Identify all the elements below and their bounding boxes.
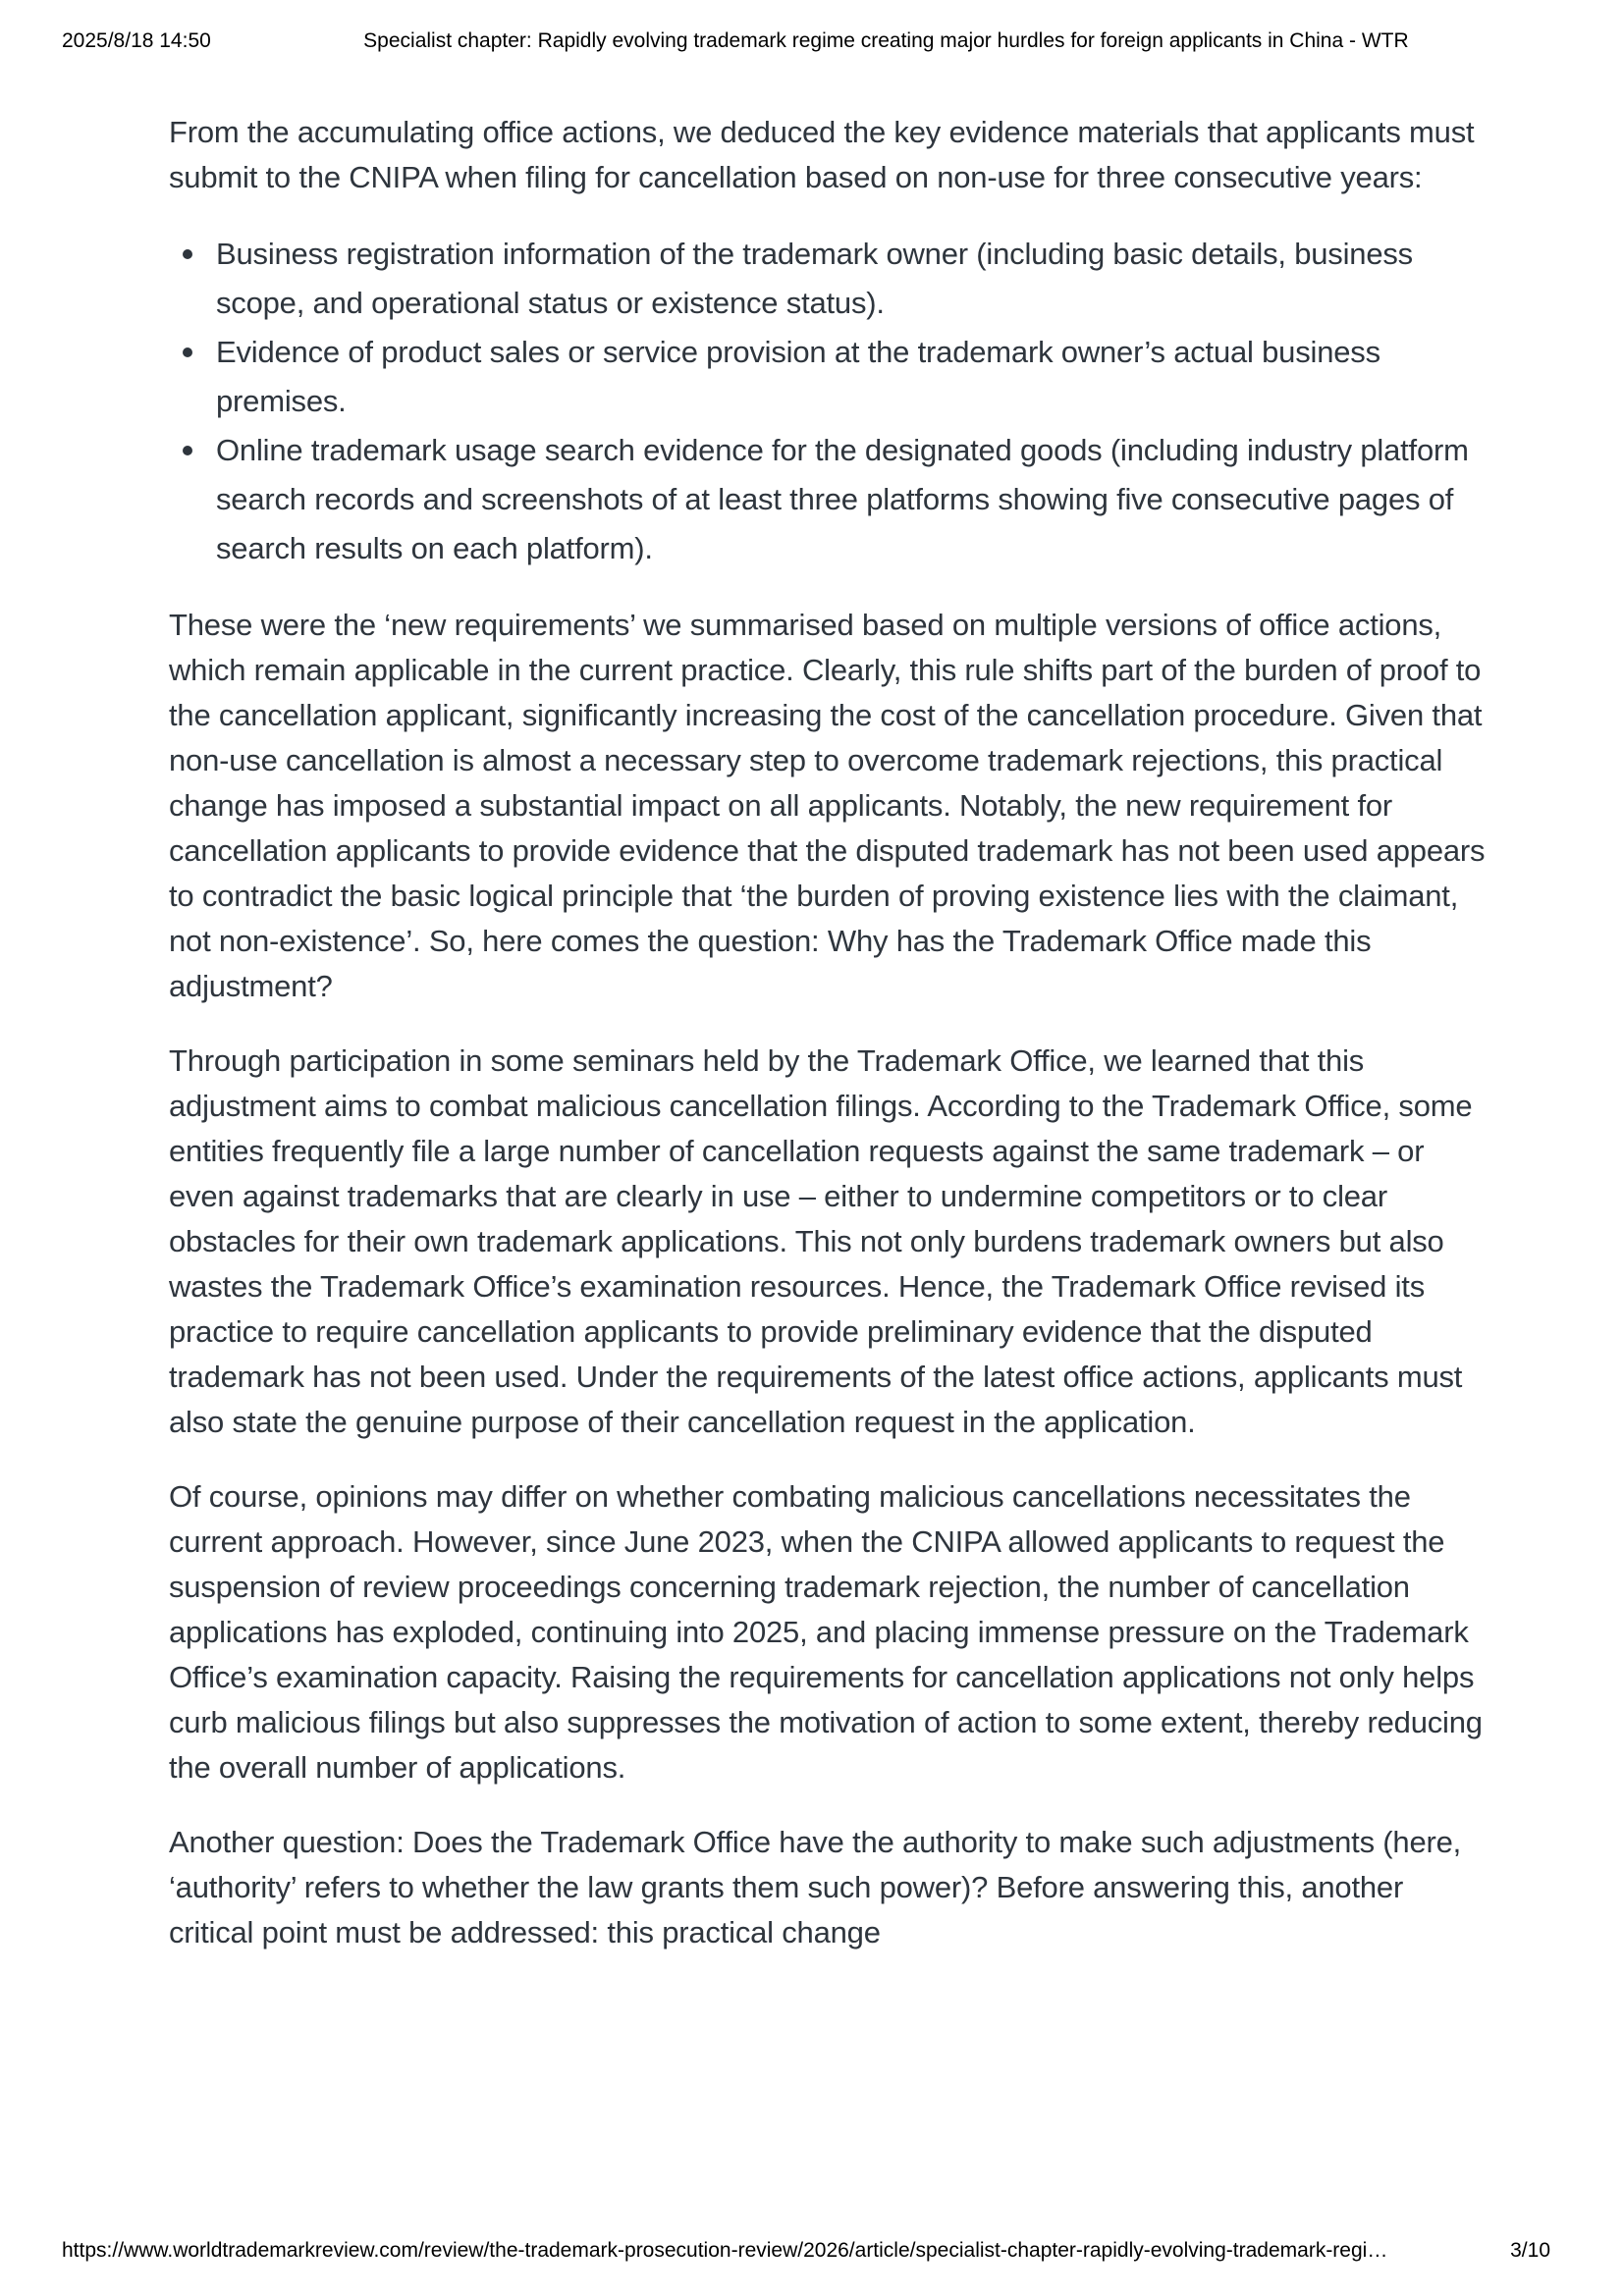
list-item [169, 328, 1492, 426]
bullet-icon [183, 347, 192, 357]
evidence-list [169, 230, 1492, 573]
body-paragraph-3: Of course, opinions may differ on whether combating malicious cancellations necessitates the current approach. However, since June 2023, when the CNIPA allowed applicants to request the suspension of review proceedings concerning trademark rejection, the number of cancellation applications has exploded, continuing into 2025, and placing immense pressure on the Trademark Office’s examination capacity. Raising the requirements for cancellation applications not only helps curb malicious filings but also suppresses the motivation of action to some extent, thereby reducing the overall number of applications. [169, 1479, 1483, 1785]
page-number: 3/10 [1510, 2239, 1550, 2262]
intro-paragraph: From the accumulating office actions, we deduced the key evidence materials that applicants must submit to the CNIPA when filing for cancellation based on non-use for three consecutive years: [169, 115, 1475, 194]
bullet-icon [183, 446, 192, 455]
list-item [169, 426, 1492, 573]
source-url: https://www.worldtrademarkreview.com/review/the-trademark-prosecution-review/2026/article/specialist-chapter-rapidly-evolving-trademark-regi… [62, 2239, 1388, 2262]
list-item-text: Business registration information of the trademark owner (including basic details, business scope, and operational status or existence status). [216, 237, 1413, 320]
print-header [62, 29, 1561, 52]
body-paragraph-4: Another question: Does the Trademark Office have the authority to make such adjustments (here, ‘authority’ refers to whether the law grants them such power)? Before answering this, another critical point must be addressed: this practical change [169, 1825, 1462, 1949]
body-paragraph-2: Through participation in some seminars held by the Trademark Office, we learned that this adjustment aims to combat malicious cancellation filings. According to the Trademark Office, some entities frequently file a large number of cancellation requests against the same trademark – or even against trademarks that are clearly in use – either to undermine competitors or to clear obstacles for their own trademark applications. This not only burdens trademark owners but also wastes the Trademark Office’s examination resources. Hence, the Trademark Office revised its practice to require cancellation applicants to provide preliminary evidence that the disputed trademark has not been used. Under the requirements of the latest office actions, applicants must also state the genuine purpose of their cancellation request in the application. [169, 1043, 1473, 1439]
print-footer [62, 2239, 1550, 2262]
print-datetime: 2025/8/18 14:50 [62, 29, 211, 52]
list-item [169, 230, 1492, 328]
list-item-text: Evidence of product sales or service provision at the trademark owner’s actual business premises. [216, 335, 1380, 418]
print-title: Specialist chapter: Rapidly evolving trademark regime creating major hurdles for foreign applicants in China - WTR [363, 29, 1409, 52]
list-item-text: Online trademark usage search evidence for the designated goods (including industry platform search records and screenshots of at least three platforms showing five consecutive pages of search results on each platform). [216, 433, 1469, 565]
article-body [169, 110, 1492, 1985]
body-paragraph-1: These were the ‘new requirements’ we summarised based on multiple versions of office actions, which remain applicable in the current practice. Clearly, this rule shifts part of the burden of proof to the cancellation applicant, significantly increasing the cost of the cancellation procedure. Given that non-use cancellation is almost a necessary step to overcome trademark rejections, this practical change has imposed a substantial impact on all applicants. Notably, the new requirement for cancellation applicants to provide evidence that the disputed trademark has not been used appears to contradict the basic logical principle that ‘the burden of proving existence lies with the claimant, not non-existence’. So, here comes the question: Why has the Trademark Office made this adjustment? [169, 608, 1486, 1003]
bullet-icon [183, 249, 192, 259]
